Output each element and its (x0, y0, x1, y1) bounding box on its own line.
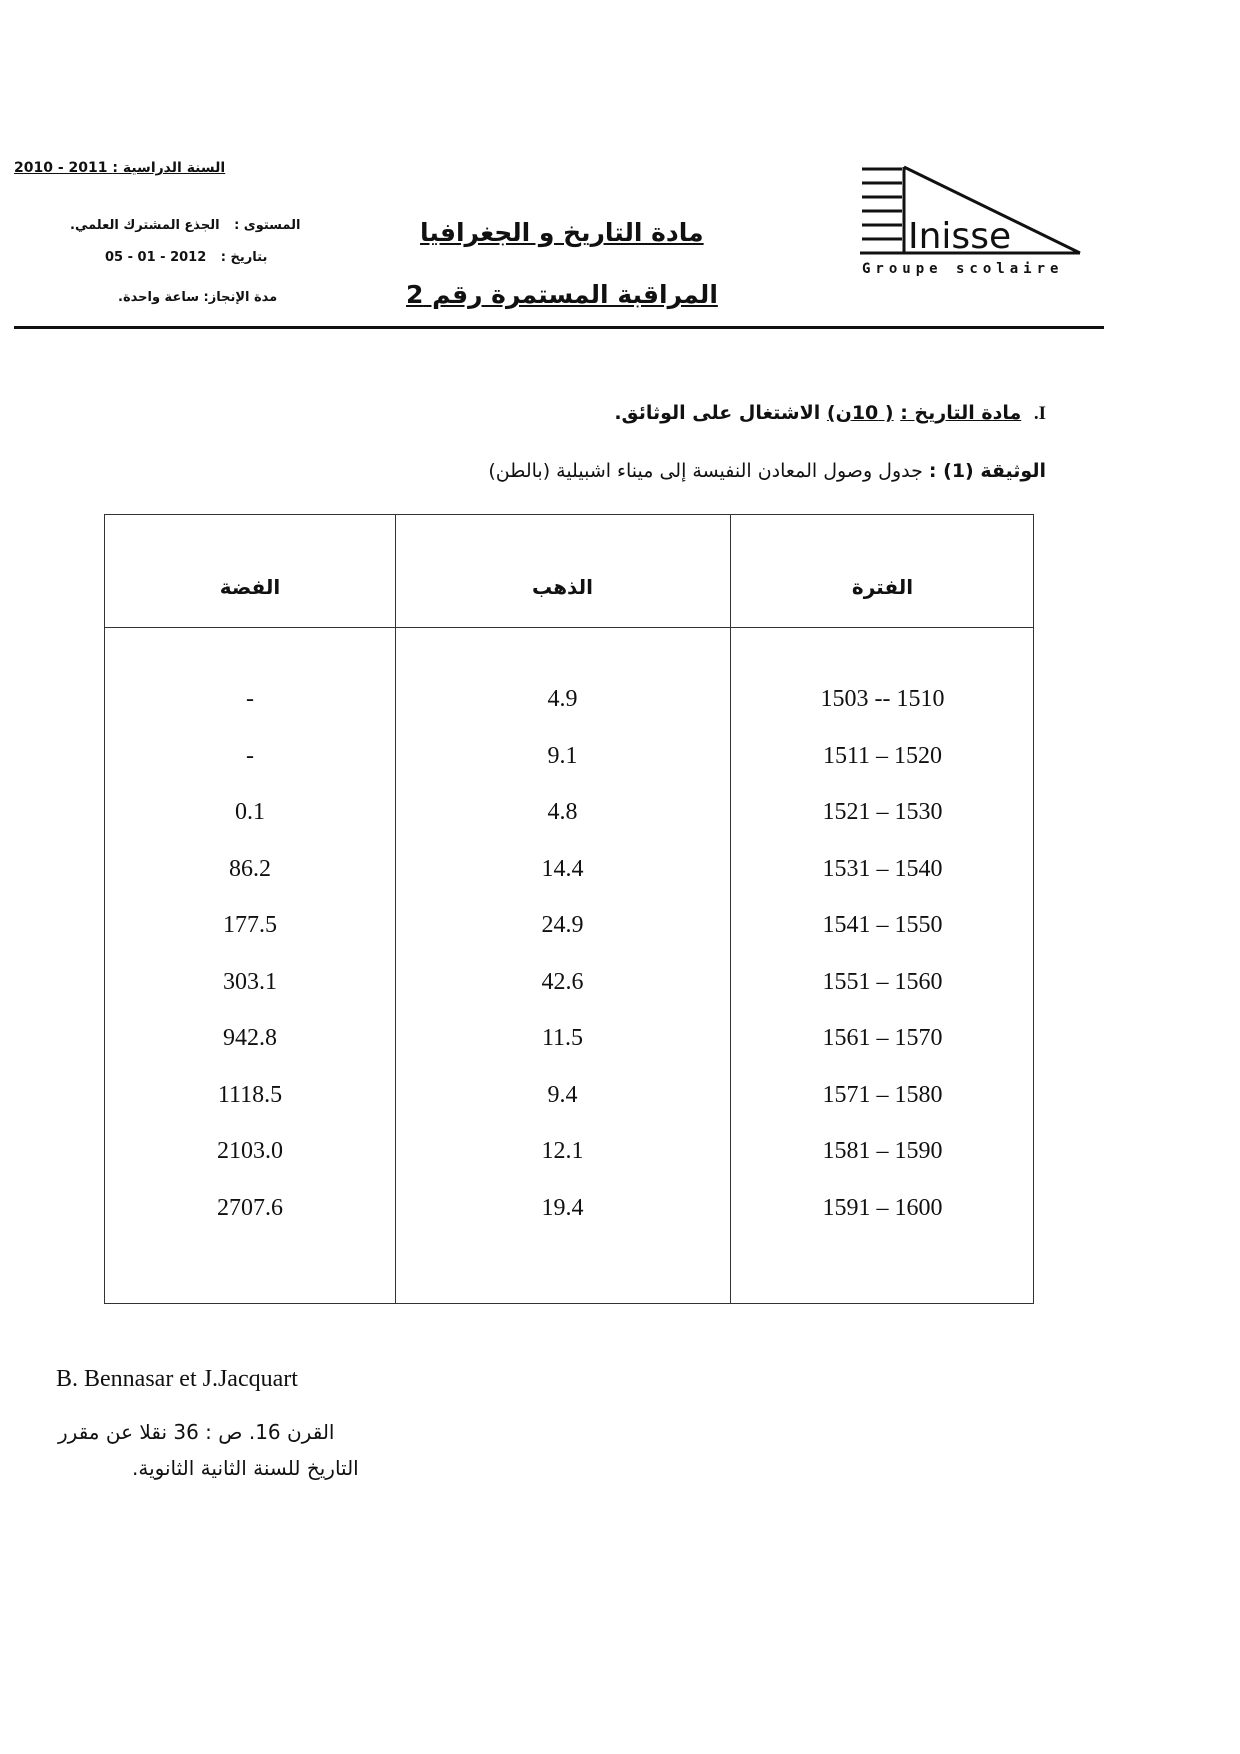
cell-silver: - (246, 686, 254, 712)
school-year (14, 160, 225, 176)
cell-silver: 0.1 (235, 799, 265, 825)
cell-gold: 14.4 (541, 855, 584, 882)
date-label: بتاريخ : (220, 250, 268, 265)
source-reference-line1: القرن 16. ص : 36 نقلا عن مقرر (58, 1420, 335, 1444)
header-divider-line (105, 627, 1033, 628)
cell-gold: 19.4 (541, 1194, 584, 1221)
cell-period: 1551 – 1560 (822, 968, 943, 995)
source-reference-line2: التاريخ للسنة الثانية الثانوية. (132, 1456, 359, 1480)
subject-title: مادة التاريخ و الجغرافيا (420, 218, 704, 247)
cell-gold: 4.9 (547, 686, 578, 712)
cell-period: 1591 – 1600 (822, 1194, 943, 1221)
cell-period: 1521 – 1530 (822, 799, 943, 825)
section-subject: مادة التاريخ : (900, 402, 1022, 424)
cell-period: 1561 – 1570 (822, 1025, 943, 1051)
logo-name: Inisse (908, 216, 1012, 257)
cell-silver: 2103.0 (217, 1138, 283, 1164)
cell-silver: - (246, 742, 254, 769)
level-value: الجذع المشترك العلمي. (70, 218, 220, 233)
cell-silver: 303.1 (223, 968, 277, 995)
level-row (70, 218, 300, 233)
cell-gold: 9.1 (547, 742, 578, 769)
section-heading (614, 402, 1046, 425)
cell-gold: 24.9 (541, 912, 584, 938)
section-number: I. (1033, 403, 1046, 424)
exam-title: المراقبة المستمرة رقم 2 (406, 280, 718, 309)
level-label: المستوى : (234, 218, 301, 233)
header-silver: الفضة (219, 575, 281, 599)
school-year-label: السنة الدراسية : (112, 160, 226, 176)
cell-gold: 9.4 (547, 1081, 578, 1108)
duration-row (118, 290, 277, 305)
cell-gold: 12.1 (541, 1138, 584, 1164)
cell-gold: 4.8 (547, 799, 578, 825)
logo-mark-icon (858, 165, 1098, 285)
document-label: الوثيقة (1) : (928, 460, 1046, 482)
date-value: 05 - 01 - 2012 (105, 250, 207, 265)
cell-period: 1581 – 1590 (822, 1138, 943, 1164)
school-logo (858, 165, 1098, 285)
cell-silver: 942.8 (223, 1025, 277, 1051)
column-divider (730, 515, 731, 1303)
document-caption (488, 460, 1046, 482)
cell-gold: 42.6 (541, 968, 584, 995)
cell-period: 1511 – 1520 (822, 742, 943, 769)
header-divider (14, 326, 1104, 329)
precious-metals-table (104, 514, 1034, 1304)
logo-tagline: Groupe scolaire (862, 261, 1064, 277)
duration-value: ساعة واحدة. (118, 290, 199, 305)
cell-period: 1531 – 1540 (822, 855, 943, 882)
cell-period: 1571 – 1580 (822, 1081, 943, 1108)
cell-silver: 1118.5 (217, 1081, 283, 1108)
section-task: الاشتغال على الوثائق. (614, 402, 821, 424)
duration-label: مدة الإنجاز: (203, 290, 278, 305)
section-points: ( 10ن) (826, 402, 894, 424)
cell-silver: 177.5 (223, 912, 277, 938)
cell-period: 1541 – 1550 (822, 912, 943, 938)
cell-gold: 11.5 (541, 1025, 584, 1051)
header-period: الفترة (851, 575, 914, 599)
cell-period: 1503 -- 1510 (820, 686, 945, 712)
column-divider (395, 515, 396, 1303)
source-author: B. Bennasar et J.Jacquart (56, 1366, 298, 1392)
document-title: جدول وصول المعادن النفيسة إلى ميناء اشبيلية (بالطن) (488, 460, 923, 482)
header-gold: الذهب (532, 575, 593, 599)
cell-silver: 86.2 (229, 855, 271, 882)
date-row (105, 250, 267, 265)
school-year-value: 2010 - 2011 (14, 160, 108, 176)
cell-silver: 2707.6 (217, 1194, 283, 1221)
